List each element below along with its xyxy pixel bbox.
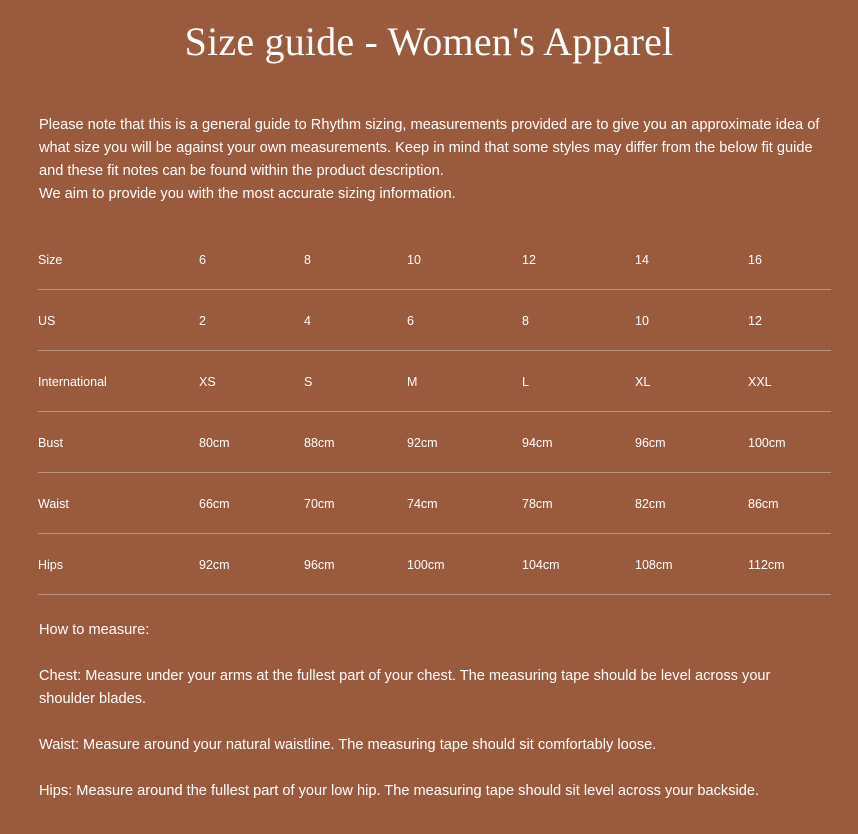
table-cell: 108cm	[635, 558, 673, 572]
intro-line: We aim to provide you with the most accurate sizing information.	[39, 186, 456, 202]
table-cell: 92cm	[199, 558, 230, 572]
table-cell: 66cm	[199, 497, 230, 511]
table-cell: 10	[407, 253, 421, 267]
table-cell: 6	[407, 314, 414, 328]
table-cell: 78cm	[522, 497, 553, 511]
table-cell: 8	[304, 253, 311, 267]
size-table	[38, 229, 831, 595]
table-cell: 94cm	[522, 436, 553, 450]
table-cell: 82cm	[635, 497, 666, 511]
row-label: International	[38, 375, 107, 389]
intro-line: what size you will be against your own measurements. Keep in mind that some styles may differ from the below fit guide	[39, 140, 813, 156]
row-label: Waist	[38, 497, 69, 511]
table-cell: 10	[635, 314, 649, 328]
chest-instruction-continued: shoulder blades.	[39, 691, 147, 707]
table-cell: 4	[304, 314, 311, 328]
table-row-waist	[38, 473, 831, 534]
how-to-measure-section	[39, 619, 839, 803]
table-cell: 16	[748, 253, 762, 267]
table-cell: 70cm	[304, 497, 335, 511]
row-label: Bust	[38, 436, 64, 450]
table-cell: 104cm	[522, 558, 560, 572]
hips-instruction: Hips: Measure around the fullest part of your low hip. The measuring tape should sit level across your backside.	[39, 783, 760, 799]
intro-text	[39, 114, 839, 206]
table-cell: 92cm	[407, 436, 438, 450]
table-cell: 6	[199, 253, 206, 267]
table-cell: 86cm	[748, 497, 779, 511]
table-cell: L	[522, 375, 529, 389]
table-cell: 12	[748, 314, 762, 328]
table-cell: 112cm	[748, 558, 785, 572]
intro-line: and these fit notes can be found within the product description.	[39, 163, 444, 179]
table-row-hips	[38, 534, 831, 595]
page-title: Size guide - Women's Apparel	[184, 19, 674, 64]
table-cell: XL	[635, 375, 651, 389]
table-cell: S	[304, 375, 313, 389]
table-cell: 96cm	[635, 436, 666, 450]
table-cell: 80cm	[199, 436, 230, 450]
table-cell: 8	[522, 314, 529, 328]
row-label: Hips	[38, 558, 64, 572]
table-row-bust	[38, 412, 831, 473]
waist-instruction: Waist: Measure around your natural waistline. The measuring tape should sit comfortably loose.	[39, 737, 657, 753]
table-row-size	[38, 229, 831, 290]
table-cell: XXL	[748, 375, 772, 389]
table-cell: 100cm	[748, 436, 786, 450]
table-cell: 100cm	[407, 558, 445, 572]
chest-instruction: Chest: Measure under your arms at the fullest part of your chest. The measuring tape should be level across your	[39, 668, 771, 684]
table-cell: 88cm	[304, 436, 335, 450]
table-cell: XS	[199, 375, 216, 389]
table-row-us	[38, 290, 831, 351]
table-cell: 96cm	[304, 558, 335, 572]
table-cell: M	[407, 375, 418, 389]
row-label: US	[38, 314, 56, 328]
how-to-measure-heading: How to measure:	[39, 622, 150, 638]
table-cell: 74cm	[407, 497, 438, 511]
table-row-international	[38, 351, 831, 412]
table-cell: 14	[635, 253, 649, 267]
intro-line: Please note that this is a general guide to Rhythm sizing, measurements provided are to give you an approximate idea of	[39, 117, 820, 133]
table-cell: 12	[522, 253, 536, 267]
table-cell: 2	[199, 314, 206, 328]
row-label: Size	[38, 253, 63, 267]
